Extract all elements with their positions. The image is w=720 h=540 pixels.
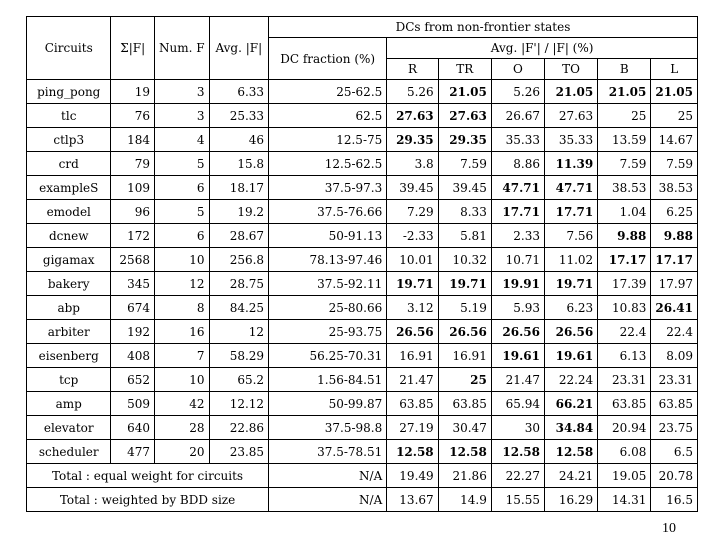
circuit-name-cell: exampleS — [27, 176, 111, 200]
ratio-cell-b: 9.88 — [598, 224, 651, 248]
ratio-cell-to: 26.56 — [545, 320, 598, 344]
ratio-cell-to: 12.58 — [545, 440, 598, 464]
ratio-cell-tr: 19.71 — [438, 272, 491, 296]
header-dc-group: DCs from non-frontier states — [269, 17, 698, 38]
total-row — [27, 464, 698, 488]
ratio-cell-b: 63.85 — [598, 392, 651, 416]
ratio-cell-b: 38.53 — [598, 176, 651, 200]
ratio-cell-l: 26.41 — [651, 296, 698, 320]
ratio-cell-o: 21.47 — [491, 368, 544, 392]
circuit-name-cell: arbiter — [27, 320, 111, 344]
num-f-cell: 10 — [154, 368, 209, 392]
avg-f-cell: 12.12 — [209, 392, 269, 416]
circuit-name-cell: tlc — [27, 104, 111, 128]
dc-fraction-cell: 78.13-97.46 — [269, 248, 387, 272]
dc-fraction-cell: 37.5-76.66 — [269, 200, 387, 224]
num-f-cell: 10 — [154, 248, 209, 272]
dc-fraction-cell: 50-99.87 — [269, 392, 387, 416]
sum-f-cell: 172 — [111, 224, 155, 248]
avg-f-cell: 22.86 — [209, 416, 269, 440]
ratio-cell-o: 30 — [491, 416, 544, 440]
ratio-cell-l: 25 — [651, 104, 698, 128]
avg-f-cell: 256.8 — [209, 248, 269, 272]
ratio-cell-l: 8.09 — [651, 344, 698, 368]
sum-f-cell: 19 — [111, 80, 155, 104]
ratio-cell-o: 8.86 — [491, 152, 544, 176]
ratio-cell-r: 7.29 — [387, 200, 438, 224]
circuit-name-cell: dcnew — [27, 224, 111, 248]
ratio-cell-to: 17.71 — [545, 200, 598, 224]
table-row — [27, 80, 698, 104]
ratio-cell-o: 19.61 — [491, 344, 544, 368]
ratio-cell-to: 19.61 — [545, 344, 598, 368]
header-method-b: B — [598, 59, 651, 80]
ratio-cell-b: 7.59 — [598, 152, 651, 176]
dc-fraction-cell: 1.56-84.51 — [269, 368, 387, 392]
table-row — [27, 272, 698, 296]
ratio-cell-r: 39.45 — [387, 176, 438, 200]
ratio-cell-o: 2.33 — [491, 224, 544, 248]
ratio-cell-tr: 5.19 — [438, 296, 491, 320]
sum-f-cell: 509 — [111, 392, 155, 416]
circuit-name-cell: ctlp3 — [27, 128, 111, 152]
table-row — [27, 200, 698, 224]
header-sum-f: Σ|F| — [111, 17, 155, 80]
ratio-cell-tr: 27.63 — [438, 104, 491, 128]
ratio-cell-to: 27.63 — [545, 104, 598, 128]
sum-f-cell: 640 — [111, 416, 155, 440]
ratio-cell-o: 10.71 — [491, 248, 544, 272]
ratio-cell-r: 27.63 — [387, 104, 438, 128]
dc-fraction-cell: 37.5-98.8 — [269, 416, 387, 440]
total-cell-o: 22.27 — [491, 464, 544, 488]
header-avg-f: Avg. |F| — [209, 17, 269, 80]
header-method-l: L — [651, 59, 698, 80]
ratio-cell-o: 17.71 — [491, 200, 544, 224]
total-cell-l: 16.5 — [651, 488, 698, 512]
table-row — [27, 416, 698, 440]
ratio-cell-to: 66.21 — [545, 392, 598, 416]
sum-f-cell: 192 — [111, 320, 155, 344]
ratio-cell-b: 17.17 — [598, 248, 651, 272]
dc-fraction-cell: 12.5-62.5 — [269, 152, 387, 176]
table-row — [27, 104, 698, 128]
sum-f-cell: 79 — [111, 152, 155, 176]
circuit-name-cell: elevator — [27, 416, 111, 440]
header-circuits: Circuits — [27, 17, 111, 80]
num-f-cell: 42 — [154, 392, 209, 416]
num-f-cell: 12 — [154, 272, 209, 296]
ratio-cell-o: 26.67 — [491, 104, 544, 128]
ratio-cell-tr: 7.59 — [438, 152, 491, 176]
num-f-cell: 6 — [154, 224, 209, 248]
ratio-cell-o: 5.26 — [491, 80, 544, 104]
avg-f-cell: 6.33 — [209, 80, 269, 104]
ratio-cell-to: 35.33 — [545, 128, 598, 152]
page-number: 10 — [662, 521, 676, 536]
ratio-cell-tr: 25 — [438, 368, 491, 392]
total-cell-b: 14.31 — [598, 488, 651, 512]
ratio-cell-to: 22.24 — [545, 368, 598, 392]
ratio-cell-b: 1.04 — [598, 200, 651, 224]
num-f-cell: 6 — [154, 176, 209, 200]
ratio-cell-l: 63.85 — [651, 392, 698, 416]
avg-f-cell: 15.8 — [209, 152, 269, 176]
dc-fraction-cell: 25-80.66 — [269, 296, 387, 320]
ratio-cell-l: 7.59 — [651, 152, 698, 176]
num-f-cell: 7 — [154, 344, 209, 368]
ratio-cell-r: 63.85 — [387, 392, 438, 416]
avg-f-cell: 25.33 — [209, 104, 269, 128]
ratio-cell-o: 65.94 — [491, 392, 544, 416]
ratio-cell-tr: 26.56 — [438, 320, 491, 344]
ratio-cell-to: 47.71 — [545, 176, 598, 200]
ratio-cell-r: 3.8 — [387, 152, 438, 176]
ratio-cell-b: 21.05 — [598, 80, 651, 104]
header-avg-ratio: Avg. |F'| / |F| (%) — [387, 38, 698, 59]
ratio-cell-b: 6.08 — [598, 440, 651, 464]
circuit-name-cell: amp — [27, 392, 111, 416]
ratio-cell-o: 19.91 — [491, 272, 544, 296]
ratio-cell-l: 6.5 — [651, 440, 698, 464]
circuit-name-cell: eisenberg — [27, 344, 111, 368]
total-label: Total : weighted by BDD size — [27, 488, 269, 512]
ratio-cell-b: 10.83 — [598, 296, 651, 320]
ratio-cell-tr: 5.81 — [438, 224, 491, 248]
ratio-cell-r: 27.19 — [387, 416, 438, 440]
avg-f-cell: 28.67 — [209, 224, 269, 248]
header-num-f: Num. F — [154, 17, 209, 80]
ratio-cell-l: 23.75 — [651, 416, 698, 440]
ratio-cell-tr: 16.91 — [438, 344, 491, 368]
header-dc-fraction: DC fraction (%) — [269, 38, 387, 80]
avg-f-cell: 18.17 — [209, 176, 269, 200]
ratio-cell-r: 12.58 — [387, 440, 438, 464]
num-f-cell: 3 — [154, 80, 209, 104]
table-row — [27, 392, 698, 416]
num-f-cell: 28 — [154, 416, 209, 440]
dc-fraction-cell: N/A — [269, 488, 387, 512]
ratio-cell-tr: 8.33 — [438, 200, 491, 224]
table-row — [27, 320, 698, 344]
total-cell-l: 20.78 — [651, 464, 698, 488]
sum-f-cell: 408 — [111, 344, 155, 368]
avg-f-cell: 58.29 — [209, 344, 269, 368]
ratio-cell-to: 6.23 — [545, 296, 598, 320]
circuit-name-cell: gigamax — [27, 248, 111, 272]
ratio-cell-to: 11.02 — [545, 248, 598, 272]
dc-fraction-cell: 37.5-92.11 — [269, 272, 387, 296]
ratio-cell-l: 23.31 — [651, 368, 698, 392]
dc-fraction-cell: 25-93.75 — [269, 320, 387, 344]
results-table — [26, 16, 698, 512]
ratio-cell-o: 35.33 — [491, 128, 544, 152]
header-method-r: R — [387, 59, 438, 80]
num-f-cell: 8 — [154, 296, 209, 320]
header-method-to: TO — [545, 59, 598, 80]
ratio-cell-r: 26.56 — [387, 320, 438, 344]
ratio-cell-l: 17.17 — [651, 248, 698, 272]
circuit-name-cell: tcp — [27, 368, 111, 392]
circuit-name-cell: bakery — [27, 272, 111, 296]
table-row — [27, 296, 698, 320]
ratio-cell-r: -2.33 — [387, 224, 438, 248]
sum-f-cell: 2568 — [111, 248, 155, 272]
ratio-cell-to: 7.56 — [545, 224, 598, 248]
table-row — [27, 224, 698, 248]
ratio-cell-b: 17.39 — [598, 272, 651, 296]
ratio-cell-to: 19.71 — [545, 272, 598, 296]
ratio-cell-tr: 21.05 — [438, 80, 491, 104]
circuit-name-cell: ping_pong — [27, 80, 111, 104]
ratio-cell-o: 47.71 — [491, 176, 544, 200]
sum-f-cell: 477 — [111, 440, 155, 464]
table-row — [27, 152, 698, 176]
dc-fraction-cell: 62.5 — [269, 104, 387, 128]
sum-f-cell: 674 — [111, 296, 155, 320]
dc-fraction-cell: 37.5-97.3 — [269, 176, 387, 200]
ratio-cell-o: 12.58 — [491, 440, 544, 464]
ratio-cell-o: 26.56 — [491, 320, 544, 344]
ratio-cell-tr: 10.32 — [438, 248, 491, 272]
dc-fraction-cell: 12.5-75 — [269, 128, 387, 152]
total-cell-r: 13.67 — [387, 488, 438, 512]
ratio-cell-r: 29.35 — [387, 128, 438, 152]
ratio-cell-r: 16.91 — [387, 344, 438, 368]
ratio-cell-o: 5.93 — [491, 296, 544, 320]
table-row — [27, 248, 698, 272]
ratio-cell-to: 11.39 — [545, 152, 598, 176]
num-f-cell: 5 — [154, 200, 209, 224]
ratio-cell-l: 9.88 — [651, 224, 698, 248]
sum-f-cell: 652 — [111, 368, 155, 392]
ratio-cell-b: 25 — [598, 104, 651, 128]
total-cell-r: 19.49 — [387, 464, 438, 488]
num-f-cell: 16 — [154, 320, 209, 344]
total-cell-tr: 21.86 — [438, 464, 491, 488]
table-row — [27, 440, 698, 464]
avg-f-cell: 19.2 — [209, 200, 269, 224]
ratio-cell-l: 22.4 — [651, 320, 698, 344]
table-row — [27, 368, 698, 392]
avg-f-cell: 28.75 — [209, 272, 269, 296]
ratio-cell-l: 17.97 — [651, 272, 698, 296]
dc-fraction-cell: 37.5-78.51 — [269, 440, 387, 464]
ratio-cell-l: 38.53 — [651, 176, 698, 200]
circuit-name-cell: scheduler — [27, 440, 111, 464]
avg-f-cell: 23.85 — [209, 440, 269, 464]
dc-fraction-cell: 50-91.13 — [269, 224, 387, 248]
total-cell-b: 19.05 — [598, 464, 651, 488]
ratio-cell-tr: 39.45 — [438, 176, 491, 200]
ratio-cell-l: 6.25 — [651, 200, 698, 224]
ratio-cell-b: 13.59 — [598, 128, 651, 152]
num-f-cell: 20 — [154, 440, 209, 464]
total-cell-to: 24.21 — [545, 464, 598, 488]
ratio-cell-r: 19.71 — [387, 272, 438, 296]
ratio-cell-l: 14.67 — [651, 128, 698, 152]
sum-f-cell: 184 — [111, 128, 155, 152]
circuit-name-cell: emodel — [27, 200, 111, 224]
sum-f-cell: 76 — [111, 104, 155, 128]
circuit-name-cell: crd — [27, 152, 111, 176]
ratio-cell-tr: 30.47 — [438, 416, 491, 440]
dc-fraction-cell: N/A — [269, 464, 387, 488]
ratio-cell-r: 5.26 — [387, 80, 438, 104]
ratio-cell-tr: 29.35 — [438, 128, 491, 152]
ratio-cell-b: 22.4 — [598, 320, 651, 344]
avg-f-cell: 65.2 — [209, 368, 269, 392]
avg-f-cell: 12 — [209, 320, 269, 344]
total-cell-tr: 14.9 — [438, 488, 491, 512]
sum-f-cell: 96 — [111, 200, 155, 224]
ratio-cell-b: 23.31 — [598, 368, 651, 392]
total-cell-to: 16.29 — [545, 488, 598, 512]
ratio-cell-b: 20.94 — [598, 416, 651, 440]
ratio-cell-r: 21.47 — [387, 368, 438, 392]
total-row — [27, 488, 698, 512]
header-method-tr: TR — [438, 59, 491, 80]
num-f-cell: 3 — [154, 104, 209, 128]
circuit-name-cell: abp — [27, 296, 111, 320]
avg-f-cell: 84.25 — [209, 296, 269, 320]
ratio-cell-r: 3.12 — [387, 296, 438, 320]
total-cell-o: 15.55 — [491, 488, 544, 512]
table-row — [27, 176, 698, 200]
ratio-cell-r: 10.01 — [387, 248, 438, 272]
table-row — [27, 128, 698, 152]
ratio-cell-b: 6.13 — [598, 344, 651, 368]
num-f-cell: 4 — [154, 128, 209, 152]
dc-fraction-cell: 25-62.5 — [269, 80, 387, 104]
ratio-cell-to: 34.84 — [545, 416, 598, 440]
sum-f-cell: 109 — [111, 176, 155, 200]
table-row — [27, 344, 698, 368]
ratio-cell-l: 21.05 — [651, 80, 698, 104]
sum-f-cell: 345 — [111, 272, 155, 296]
total-label: Total : equal weight for circuits — [27, 464, 269, 488]
header-method-o: O — [491, 59, 544, 80]
dc-fraction-cell: 56.25-70.31 — [269, 344, 387, 368]
ratio-cell-tr: 12.58 — [438, 440, 491, 464]
avg-f-cell: 46 — [209, 128, 269, 152]
ratio-cell-to: 21.05 — [545, 80, 598, 104]
ratio-cell-tr: 63.85 — [438, 392, 491, 416]
num-f-cell: 5 — [154, 152, 209, 176]
